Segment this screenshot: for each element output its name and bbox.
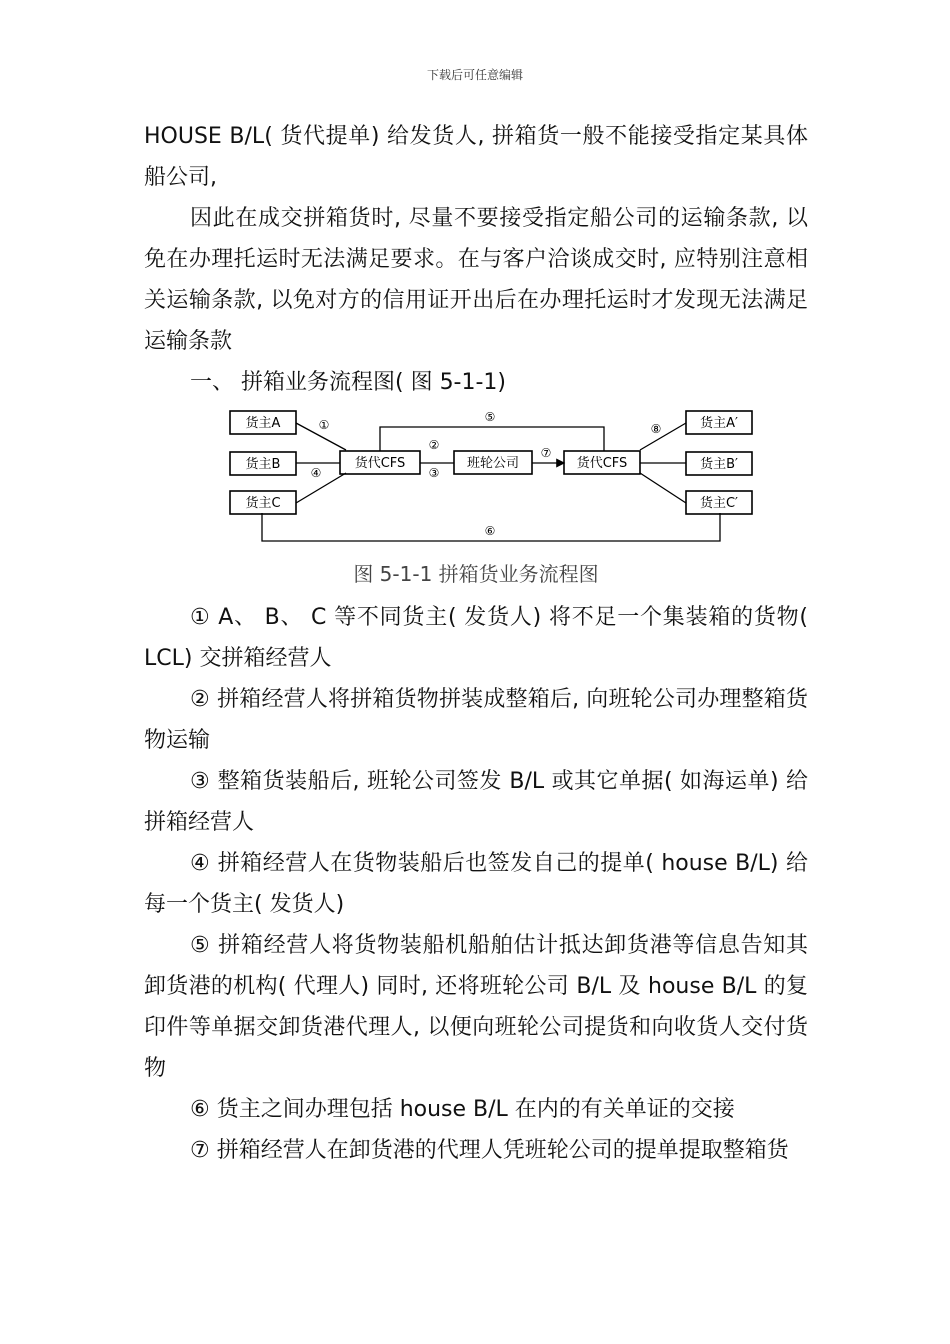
node-consignee-a: 货主A′: [700, 416, 738, 431]
paragraph-1: HOUSE B/L( 货代提单) 给发货人, 拼箱货一般不能接受指定某具体船公司,: [144, 124, 808, 190]
edge-8-c-line: [640, 473, 686, 503]
page-header: 下载后可任意编辑: [426, 68, 523, 82]
step-1: ① A、 B、 C 等不同货主( 发货人) 将不足一个集装箱的货物( LCL) 交拼箱经营人: [144, 605, 808, 671]
edge-5-line: [380, 427, 604, 451]
flow-diagram-svg: [144, 405, 808, 553]
edge-label-6: ⑥: [484, 524, 496, 538]
node-liner: 班轮公司: [466, 456, 520, 471]
edge-8-a-line: [640, 423, 686, 450]
edge-label-7: ⑦: [540, 446, 552, 460]
paragraph-2: 因此在成交拼箱货时, 尽量不要接受指定船公司的运输条款, 以免在办理托运时无法满足要求。在与客户洽谈成交时, 应特别注意相关运输条款, 以免对方的信用证开出后在办理托运时才发现无法满足运输条款: [144, 206, 808, 354]
figure-caption: 图 5-1-1 拼箱货业务流程图: [353, 562, 599, 586]
step-2: ② 拼箱经营人将拼箱货物拼装成整箱后, 向班轮公司办理整箱货物运输: [144, 687, 808, 753]
step-7: ⑦ 拼箱经营人在卸货港的代理人凭班轮公司的提单提取整箱货: [190, 1138, 789, 1163]
step-6: ⑥ 货主之间办理包括 house B/L 在内的有关单证的交接: [190, 1097, 735, 1122]
node-consignee-b: 货主B′: [700, 457, 738, 472]
edge-label-3: ③: [428, 466, 440, 480]
edge-label-1: ①: [318, 418, 330, 432]
node-shipper-b: 货主B: [245, 457, 281, 472]
node-consignee-c: 货主C′: [699, 496, 739, 511]
node-shipper-c: 货主C: [245, 496, 281, 511]
edge-label-5: ⑤: [484, 410, 496, 424]
node-shipper-a: 货主A: [245, 416, 281, 431]
step-5: ⑤ 拼箱经营人将货物装船机船舶估计抵达卸货港等信息告知其卸货港的机构( 代理人) 同时, 还将班轮公司 B/L 及 house B/L 的复印件等单据交卸货港代理人, 以便向班轮公司提货和向收货人交付货物: [144, 933, 808, 1081]
step-4: ④ 拼箱经营人在货物装船后也签发自己的提单( house B/L) 给每一个货主( 发货人): [144, 851, 808, 917]
edge-label-2: ②: [428, 438, 440, 452]
flow-diagram: [144, 405, 808, 553]
edge-label-4: ④: [310, 466, 322, 480]
node-cfs-right: 货代CFS: [576, 456, 628, 471]
step-3: ③ 整箱货装船后, 班轮公司签发 B/L 或其它单据( 如海运单) 给拼箱经营人: [144, 769, 808, 835]
node-cfs-left: 货代CFS: [354, 456, 406, 471]
edge-label-8: ⑧: [650, 422, 662, 436]
section-heading: 一、 拼箱业务流程图( 图 5-1-1): [190, 370, 507, 395]
document-body: [144, 116, 808, 1171]
